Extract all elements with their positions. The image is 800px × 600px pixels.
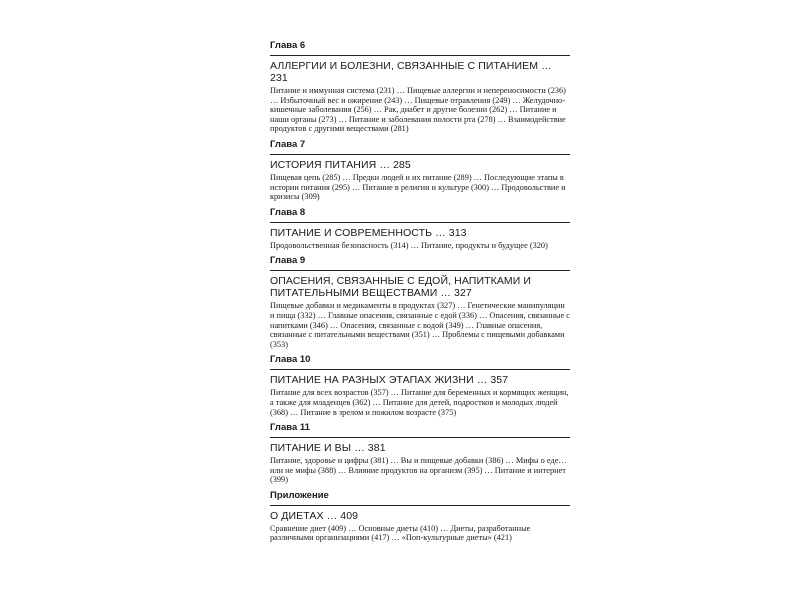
table-of-contents xyxy=(270,40,570,548)
chapter-9 xyxy=(270,255,570,349)
chapter-contents: Питание для всех возрастов (357) … Питание для беременных и кормящих женщин, а также для младенцев (362) … Питание для детей, подростков и молодых людей (368) … Питание в зрелом и пожилом возрасте (375) xyxy=(270,388,569,417)
chapter-label: Глава 7 xyxy=(270,139,570,155)
chapter-label: Глава 11 xyxy=(270,422,570,438)
chapter-label: Глава 10 xyxy=(270,354,570,370)
chapter-7 xyxy=(270,139,570,202)
chapter-label: Глава 8 xyxy=(270,207,570,223)
chapter-title: ИСТОРИЯ ПИТАНИЯ … 285 xyxy=(270,158,411,171)
chapter-title: ОПАСЕНИЯ, СВЯЗАННЫЕ С ЕДОЙ, НАПИТКАМИ И ПИТАТЕЛЬНЫМИ ВЕЩЕСТВАМИ … 327 xyxy=(270,275,532,300)
chapter-contents: Пищевые добавки и медикаменты в продуктах (327) … Генетические манипуляции и пища (332) … Главные опасения, связанные с едой (336) … Опасения, связанные с напитками (346) … Опасения, связанные с водой (349) … Главные опасения, связанные с питательными веществами (351) … Проблемы с пищевыми добавками (353) xyxy=(270,301,570,349)
chapter-contents: Продовольственная безопасность (314) … Питание, продукты и будущее (320) xyxy=(270,240,548,250)
chapter-contents: Пищевая цепь (285) … Предки людей и их питание (289) … Последующие этапы в истории питания (295) … Питание в религии и культуре (300) … Продовольствие и кризисы (309) xyxy=(270,172,566,202)
chapter-contents: Сравнение диет (409) … Основные диеты (410) … Диеты, разработанные различными организациями (417) … «Поп-культурные диеты» (421) xyxy=(270,523,531,543)
chapter-label: Приложение xyxy=(270,490,570,506)
chapter-label: Глава 6 xyxy=(270,40,570,56)
chapter-title: ПИТАНИЕ НА РАЗНЫХ ЭТАПАХ ЖИЗНИ … 357 xyxy=(270,374,509,387)
chapter-title: АЛЛЕРГИИ И БОЛЕЗНИ, СВЯЗАННЫЕ С ПИТАНИЕМ … 231 xyxy=(270,60,552,84)
chapter-contents: Питание, здоровье и цифры (381) … Вы и пищевые добавки (386) … Мифы о еде… или не мифы (388) … Влияние продуктов на организм (395) … Питание и интернет (399) xyxy=(270,456,567,485)
chapter-title: О ДИЕТАХ … 409 xyxy=(270,509,359,522)
chapter-6 xyxy=(270,40,570,134)
chapter-11 xyxy=(270,422,570,485)
chapter-label: Глава 9 xyxy=(270,255,570,271)
chapter-8 xyxy=(270,207,570,251)
chapter-10 xyxy=(270,354,570,417)
chapter-title: ПИТАНИЕ И СОВРЕМЕННОСТЬ … 313 xyxy=(270,226,467,239)
chapter-contents: Питание и иммунная система (231) … Пищевые аллергии и непереносимости (236) … Избыточный вес и ожирение (243) … Пищевые отравления (249) … Желудочно-кишечные заболевания (256) … Рак, диабет и другие болезни (262) … Питание и наши органы (273) … Питание и заболевания полости рта (278) … Взаимодействие продуктов с другими веществами (281) xyxy=(270,86,566,134)
chapter-title: ПИТАНИЕ И ВЫ … 381 xyxy=(270,442,386,455)
appendix xyxy=(270,490,570,543)
